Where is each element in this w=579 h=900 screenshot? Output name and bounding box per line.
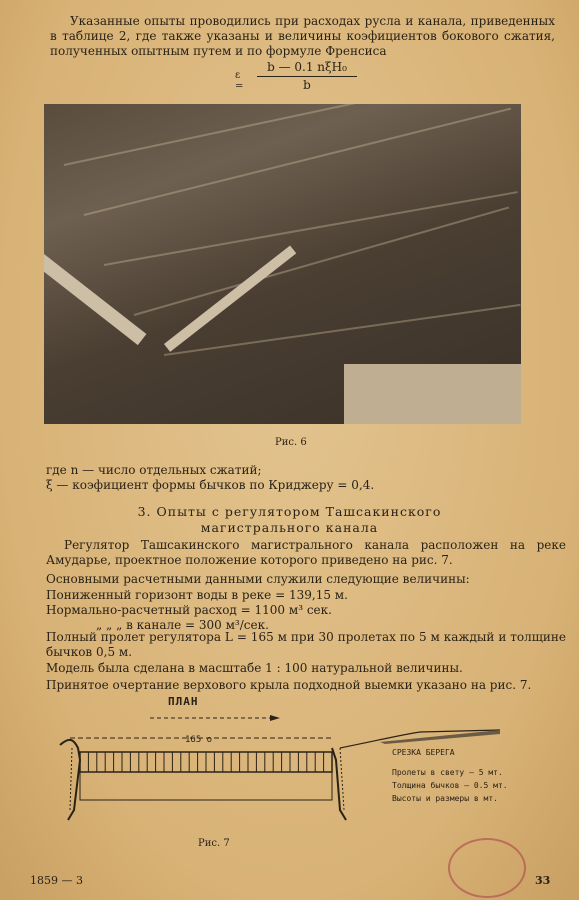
paragraph-4: Нормально-расчетный расход = 1100 м³ сек. xyxy=(46,603,332,617)
formula-denominator: b xyxy=(303,78,311,92)
paragraph-6: Полный пролет регулятора L = 165 м при 30 пролетах по 5 м каждый и толщине бычков 0,5 м. xyxy=(46,630,566,659)
print-code: 1859 — 3 xyxy=(30,874,83,887)
figure-7-caption: Рис. 7 xyxy=(198,838,230,849)
library-stamp xyxy=(448,838,526,898)
figure-7-note-2: Толщина бычков — 0.5 мт. xyxy=(392,781,508,790)
page-number: 33 xyxy=(535,874,551,887)
paragraph-2: Основными расчетными данными служили следующие величины: xyxy=(46,572,470,586)
figure-7-note-3: Высоты и размеры в мт. xyxy=(392,794,498,803)
definition-n: где n — число отдельных сжатий; xyxy=(46,463,262,477)
paragraph-5: „ „ „ в канале = 300 м³/сек. xyxy=(96,618,269,632)
formula-fraction xyxy=(257,60,357,92)
paragraph-3: Пониженный горизонт воды в реке = 139,15 м. xyxy=(46,588,348,602)
figure-7-title: ПЛАН xyxy=(168,695,199,708)
definition-xi: ξ — коэфициент формы бычков по Криджеру = 0,4. xyxy=(46,478,375,492)
paragraph-1: Регулятор Ташсакинского магистрального канала расположен на реке Амударье, проектное положение которого приведено на рис. 7. xyxy=(46,538,566,567)
formula-numerator: b — 0.1 nξH₀ xyxy=(257,60,357,77)
paragraph-8: Принятое очертание верхового крыла подходной выемки указано на рис. 7. xyxy=(46,678,532,692)
formula-lhs: ε = xyxy=(235,70,244,92)
figure-6-caption: Рис. 6 xyxy=(275,437,307,448)
section-heading-line1: 3. Опыты с регулятором Ташсакинского xyxy=(137,504,442,519)
paragraph-7: Модель была сделана в масштабе 1 : 100 натуральной величины. xyxy=(46,661,463,675)
bank-label: СРЕЗКА БЕРЕГА xyxy=(392,748,455,757)
span-label: 165 о xyxy=(185,735,213,745)
section-heading-line2: магистрального канала xyxy=(200,520,379,535)
intro-paragraph: Указанные опыты проводились при расходах русла и канала, приведенных в таблице 2, где также указаны и величины коэфициентов бокового сжатия, полученных опытным путем и по формуле Френсиса xyxy=(50,14,555,58)
figure-7-note-1: Пролеты в свету — 5 мт. xyxy=(392,768,503,777)
figure-6-photo xyxy=(44,104,521,424)
